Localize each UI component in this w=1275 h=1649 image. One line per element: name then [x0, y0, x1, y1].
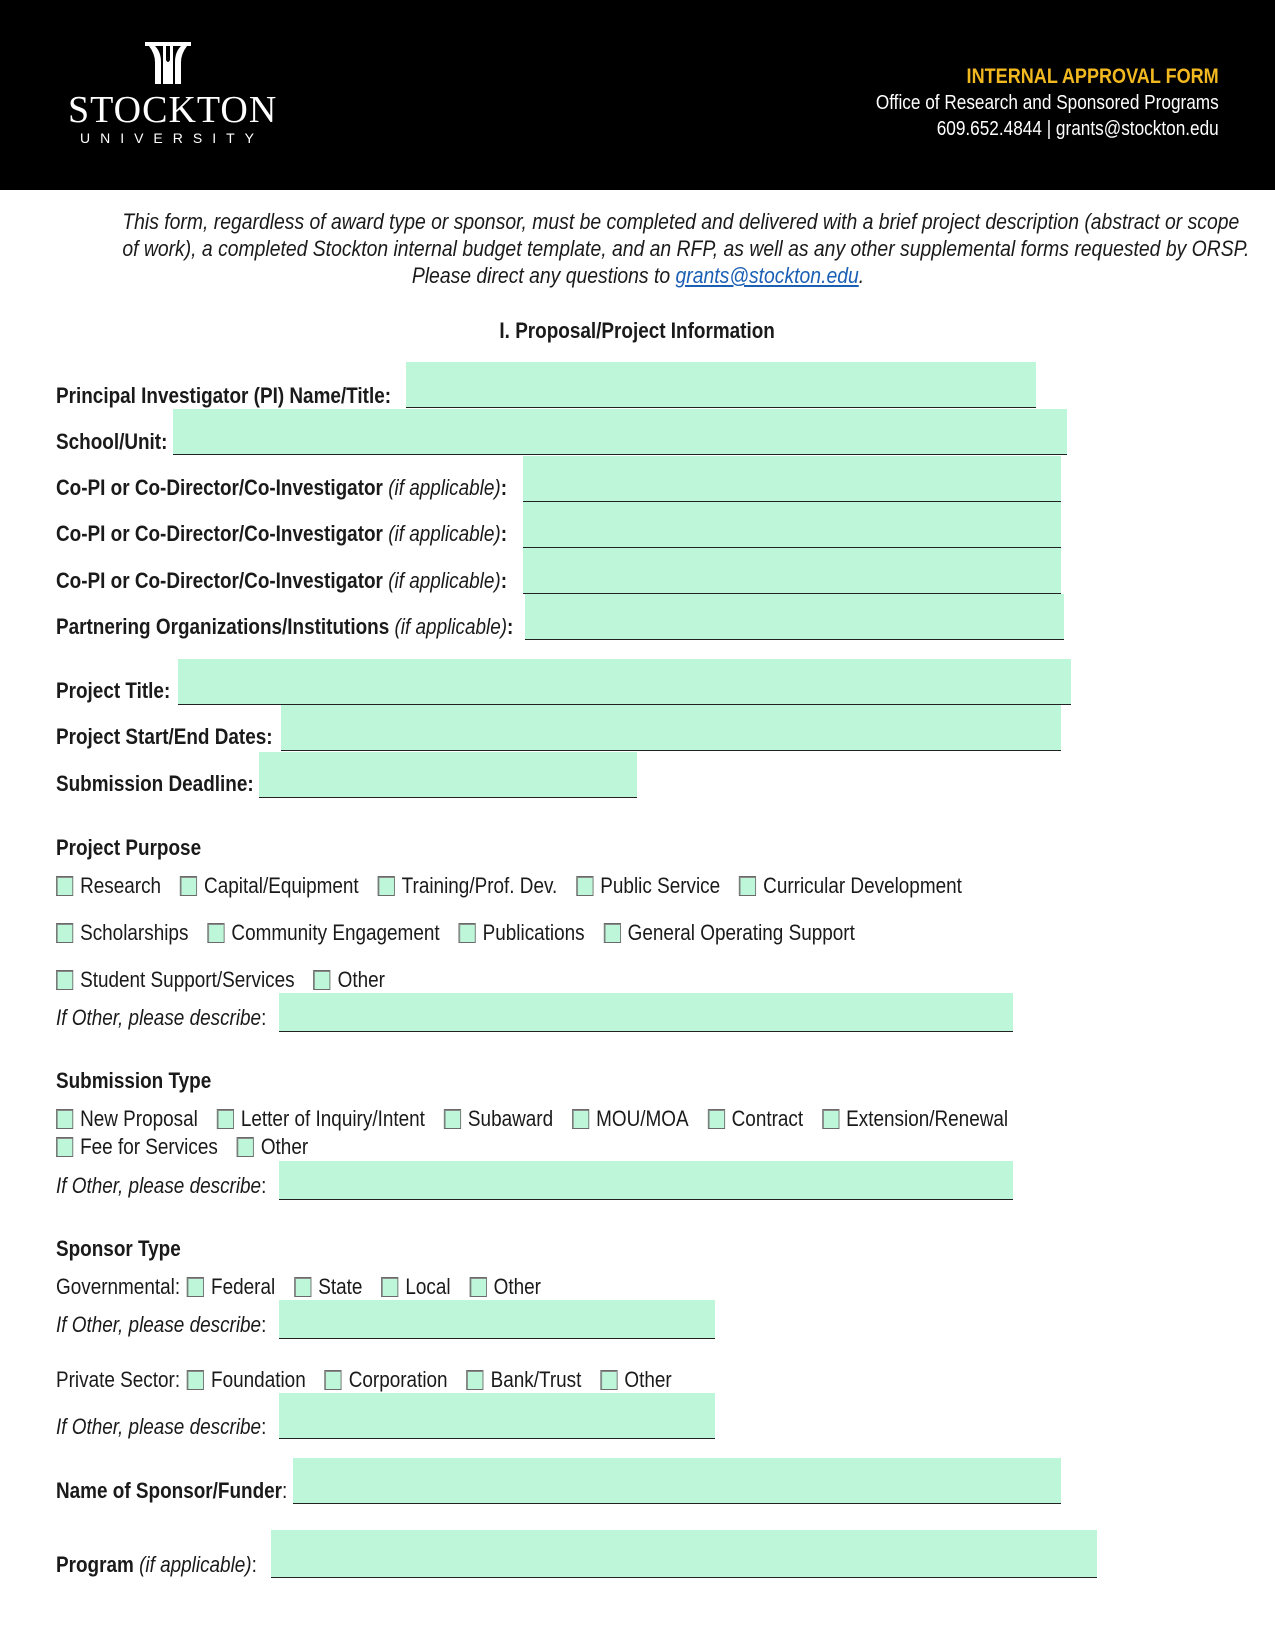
- submission-type-option[interactable]: [444, 1106, 553, 1132]
- submission-type-option[interactable]: [822, 1106, 1008, 1132]
- gov-other-row: If Other, please describe:: [56, 1312, 267, 1337]
- purpose-checkbox-label: Other: [337, 967, 385, 992]
- purpose-checkbox[interactable]: [56, 876, 73, 896]
- intro-line-1: This form, regardless of award type or sponsor, must be completed and delivered with a brief project description (abstract or scope: [122, 209, 1240, 234]
- purpose-checkbox[interactable]: [56, 923, 73, 943]
- submission-type-checkbox[interactable]: [444, 1109, 461, 1129]
- purpose-checkbox[interactable]: [207, 923, 224, 943]
- purpose-checkbox[interactable]: [604, 923, 621, 943]
- private-sector-option[interactable]: [187, 1367, 306, 1393]
- purpose-checkbox[interactable]: [378, 876, 395, 896]
- purpose-checkbox[interactable]: [56, 970, 73, 990]
- gov-row: [56, 1274, 642, 1300]
- purpose-option[interactable]: [378, 873, 558, 899]
- program-field[interactable]: [271, 1530, 1097, 1578]
- purpose-checkbox-label: Curricular Development: [763, 873, 962, 898]
- submission-other-field[interactable]: [279, 1161, 1013, 1200]
- submission-type-checkbox-label: New Proposal: [80, 1106, 198, 1131]
- purpose-checkbox-label: Student Support/Services: [80, 967, 295, 992]
- governmental-option[interactable]: [187, 1274, 275, 1300]
- header-info: [820, 64, 1219, 142]
- copi-field-2[interactable]: [523, 502, 1061, 548]
- submission-other-row: If Other, please describe:: [56, 1173, 267, 1198]
- private-other-row: If Other, please describe:: [56, 1414, 267, 1439]
- project-title-field[interactable]: [178, 659, 1071, 705]
- purpose-option[interactable]: [604, 920, 855, 946]
- purpose-heading: Project Purpose: [56, 835, 202, 860]
- purpose-option[interactable]: [314, 967, 385, 993]
- private-sector-option[interactable]: [600, 1367, 671, 1393]
- submission-deadline-field[interactable]: [259, 752, 637, 798]
- private-other-field[interactable]: [279, 1393, 715, 1439]
- intro-line-3: Please direct any questions to grants@stockton.edu.: [411, 263, 865, 288]
- governmental-option[interactable]: [381, 1274, 450, 1300]
- pi-label: Principal Investigator (PI) Name/Title:: [56, 383, 392, 408]
- deadline-row: Submission Deadline:: [56, 771, 254, 796]
- submission-type-option[interactable]: [708, 1106, 804, 1132]
- governmental-checkbox[interactable]: [470, 1277, 487, 1297]
- governmental-option[interactable]: [294, 1274, 362, 1300]
- office-name: Office of Research and Sponsored Programs: [876, 92, 1219, 114]
- private-row: [56, 1367, 794, 1393]
- page-header: [0, 0, 1275, 190]
- purpose-checkbox-label: Scholarships: [80, 920, 189, 945]
- governmental-checkbox[interactable]: [187, 1277, 204, 1297]
- submission-type-checkbox[interactable]: [217, 1109, 234, 1129]
- submission-type-option[interactable]: [56, 1134, 218, 1160]
- partner-row: Partnering Organizations/Institutions (if applicable):: [56, 614, 514, 639]
- submission-type-option[interactable]: [572, 1106, 689, 1132]
- purpose-checkbox[interactable]: [459, 923, 476, 943]
- purpose-checkbox[interactable]: [576, 876, 593, 896]
- submission-type-option[interactable]: [237, 1134, 308, 1160]
- pi-name-field[interactable]: [406, 362, 1036, 408]
- private-sector-checkbox[interactable]: [187, 1370, 204, 1390]
- private-sector-checkbox[interactable]: [325, 1370, 342, 1390]
- dates-row: Project Start/End Dates:: [56, 724, 273, 749]
- submission-type-checkbox[interactable]: [708, 1109, 725, 1129]
- office-contact: 609.652.4844 | grants@stockton.edu: [936, 118, 1219, 140]
- purpose-checkbox-label: Research: [80, 873, 162, 898]
- purpose-checkbox-label: General Operating Support: [627, 920, 855, 945]
- purpose-option[interactable]: [459, 920, 585, 946]
- governmental-checkbox[interactable]: [381, 1277, 398, 1297]
- purpose-option[interactable]: [207, 920, 439, 946]
- purpose-option[interactable]: [56, 967, 295, 993]
- tree-logo-icon: [141, 40, 195, 86]
- copi-field-3[interactable]: [523, 548, 1061, 594]
- submission-type-option[interactable]: [56, 1106, 198, 1132]
- private-sector-option[interactable]: [325, 1367, 448, 1393]
- purpose-option[interactable]: [180, 873, 359, 899]
- sponsor-name-row: Name of Sponsor/Funder:: [56, 1478, 288, 1503]
- submission-row-1: [56, 1106, 1185, 1132]
- project-dates-field[interactable]: [281, 705, 1061, 751]
- gov-other-field[interactable]: [279, 1300, 715, 1339]
- private-sector-checkbox[interactable]: [600, 1370, 617, 1390]
- purpose-checkbox-label: Publications: [482, 920, 585, 945]
- submission-type-checkbox[interactable]: [237, 1137, 254, 1157]
- logo-wordmark: STOCKTON: [68, 89, 278, 131]
- school-unit-field[interactable]: [173, 409, 1067, 455]
- copi-row-1: Co-PI or Co-Director/Co-Investigator (if applicable):: [56, 475, 508, 500]
- purpose-option[interactable]: [576, 873, 720, 899]
- private-sector-checkbox-label: Bank/Trust: [490, 1367, 582, 1392]
- private-sector-checkbox-label: Corporation: [348, 1367, 448, 1392]
- governmental-checkbox-label: State: [318, 1274, 363, 1299]
- submission-type-option[interactable]: [217, 1106, 425, 1132]
- submission-heading: Submission Type: [56, 1068, 212, 1093]
- submission-type-checkbox-label: Other: [260, 1134, 309, 1159]
- school-row: [56, 428, 186, 456]
- submission-type-checkbox-label: Contract: [731, 1106, 804, 1131]
- section-title: I. Proposal/Project Information: [499, 318, 776, 343]
- stockton-logo: [68, 40, 278, 146]
- private-sector-checkbox[interactable]: [467, 1370, 484, 1390]
- copi-row-3: Co-PI or Co-Director/Co-Investigator (if applicable):: [56, 568, 508, 593]
- purpose-checkbox-label: Capital/Equipment: [204, 873, 359, 898]
- governmental-checkbox-label: Local: [405, 1274, 451, 1299]
- submission-type-checkbox[interactable]: [56, 1137, 73, 1157]
- sponsor-heading: Sponsor Type: [56, 1236, 181, 1261]
- sponsor-name-field[interactable]: [293, 1458, 1061, 1504]
- purpose-row-3: [56, 967, 461, 993]
- project-title-row: Project Title:: [56, 678, 171, 703]
- purpose-checkbox[interactable]: [314, 970, 331, 990]
- private-sector-option[interactable]: [467, 1367, 582, 1393]
- purpose-row-1: [56, 873, 1131, 899]
- submission-type-checkbox-label: Letter of Inquiry/Intent: [240, 1106, 425, 1131]
- submission-row-2: [56, 1134, 371, 1160]
- purpose-checkbox-label: Training/Prof. Dev.: [401, 873, 558, 898]
- private-sector-checkbox-label: Foundation: [211, 1367, 306, 1392]
- purpose-checkbox[interactable]: [739, 876, 756, 896]
- email-link[interactable]: grants@stockton.edu: [675, 263, 859, 288]
- intro-text: [52, 208, 1250, 289]
- purpose-option[interactable]: [56, 920, 188, 946]
- submission-type-checkbox[interactable]: [822, 1109, 839, 1129]
- submission-type-checkbox-label: Subaward: [467, 1106, 554, 1131]
- governmental-option[interactable]: [470, 1274, 541, 1300]
- purpose-other-field[interactable]: [279, 993, 1013, 1032]
- program-row: Program (if applicable):: [56, 1552, 257, 1577]
- copi-field-1[interactable]: [523, 456, 1061, 502]
- copi-row-2: Co-PI or Co-Director/Co-Investigator (if applicable):: [56, 521, 508, 546]
- private-label: Private Sector:: [56, 1367, 181, 1392]
- purpose-row-2: [56, 920, 1007, 946]
- governmental-checkbox-label: Federal: [211, 1274, 276, 1299]
- purpose-option[interactable]: [56, 873, 161, 899]
- gov-label: Governmental:: [56, 1274, 181, 1299]
- school-label: School/Unit:: [56, 429, 168, 454]
- private-sector-checkbox-label: Other: [624, 1367, 672, 1392]
- purpose-checkbox[interactable]: [180, 876, 197, 896]
- pi-row: [56, 382, 446, 410]
- governmental-checkbox-label: Other: [493, 1274, 541, 1299]
- purpose-option[interactable]: [739, 873, 962, 899]
- intro-line-2: of work), a completed Stockton internal budget template, and an RFP, as well as any other supplemental forms requested by ORSP.: [122, 236, 1250, 261]
- form-title: INTERNAL APPROVAL FORM: [966, 65, 1219, 88]
- governmental-checkbox[interactable]: [294, 1277, 311, 1297]
- submission-type-checkbox-label: MOU/MOA: [596, 1106, 689, 1131]
- submission-type-checkbox[interactable]: [572, 1109, 589, 1129]
- submission-type-checkbox-label: Fee for Services: [80, 1134, 218, 1159]
- submission-type-checkbox-label: Extension/Renewal: [846, 1106, 1009, 1131]
- logo-subtitle: UNIVERSITY: [79, 130, 264, 146]
- purpose-checkbox-label: Public Service: [600, 873, 721, 898]
- purpose-other-row: If Other, please describe:: [56, 1005, 267, 1030]
- partner-field[interactable]: [525, 594, 1064, 640]
- submission-type-checkbox[interactable]: [56, 1109, 73, 1129]
- purpose-checkbox-label: Community Engagement: [231, 920, 440, 945]
